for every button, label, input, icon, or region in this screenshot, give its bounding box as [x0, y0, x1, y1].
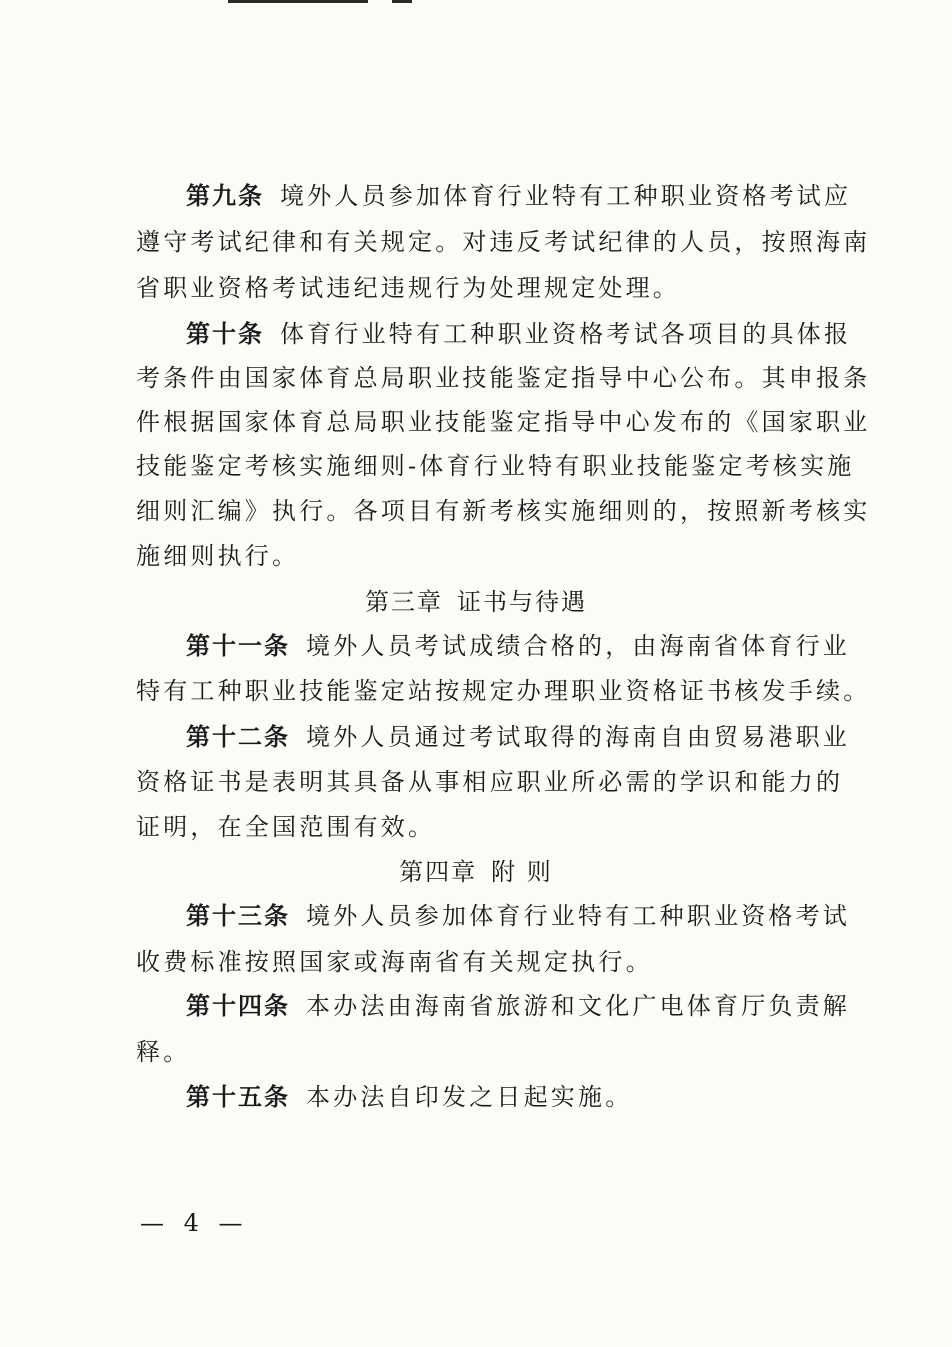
article-13-number: 第十三条: [186, 902, 290, 930]
article-11-line-2: 特有工种职业技能鉴定站按规定办理职业资格证书核发手续。: [136, 677, 871, 705]
article-10-number: 第十条: [186, 320, 264, 348]
scan-mark-top: [228, 0, 368, 3]
article-13-line-1: 第十三条 境外人员参加体育行业特有工种职业资格考试: [186, 902, 850, 930]
article-10-line-2: 考条件由国家体育总局职业技能鉴定指导中心公布。其申报条: [136, 364, 871, 392]
article-9-line-1: 第九条 境外人员参加体育行业特有工种职业资格考试应: [186, 182, 852, 210]
article-10-line-4: 技能鉴定考核实施细则-体育行业特有职业技能鉴定考核实施: [136, 452, 855, 480]
article-10-line-6: 施细则执行。: [136, 542, 300, 570]
article-10-line-5: 细则汇编》执行。各项目有新考核实施细则的，按照新考核实: [136, 497, 871, 525]
article-15-line-1: 第十五条 本办法自印发之日起实施。: [186, 1083, 633, 1111]
chapter-4-heading: 第四章 附 则: [399, 858, 553, 886]
article-10-line-3: 件根据国家体育总局职业技能鉴定指导中心发布的《国家职业: [136, 408, 871, 436]
chapter-3-heading: 第三章 证书与待遇: [365, 588, 587, 616]
article-11-number: 第十一条: [186, 632, 290, 660]
article-11-line-1: 第十一条 境外人员考试成绩合格的，由海南省体育行业: [186, 632, 850, 660]
page-number: — 4 —: [140, 1209, 249, 1237]
article-12-line-3: 证明，在全国范围有效。: [136, 813, 436, 841]
article-12-line-1: 第十二条 境外人员通过考试取得的海南自由贸易港职业: [186, 723, 850, 751]
article-9-line-3: 省职业资格考试违纪违规行为处理规定处理。: [136, 274, 680, 302]
article-15-number: 第十五条: [186, 1083, 290, 1111]
article-14-number: 第十四条: [186, 992, 290, 1020]
article-14-line-1: 第十四条 本办法由海南省旅游和文化广电体育厅负责解: [186, 992, 850, 1020]
article-10-line-1: 第十条 体育行业特有工种职业资格考试各项目的具体报: [186, 320, 852, 348]
article-9-number: 第九条: [186, 182, 264, 210]
scan-mark-top: [392, 0, 412, 3]
article-9-line-2: 遵守考试纪律和有关规定。对违反考试纪律的人员，按照海南: [136, 228, 871, 256]
article-12-line-2: 资格证书是表明其具备从事相应职业所必需的学识和能力的: [136, 768, 844, 796]
article-14-line-2: 释。: [136, 1038, 191, 1066]
article-13-line-2: 收费标准按照国家或海南省有关规定执行。: [136, 948, 653, 976]
article-12-number: 第十二条: [186, 723, 290, 751]
